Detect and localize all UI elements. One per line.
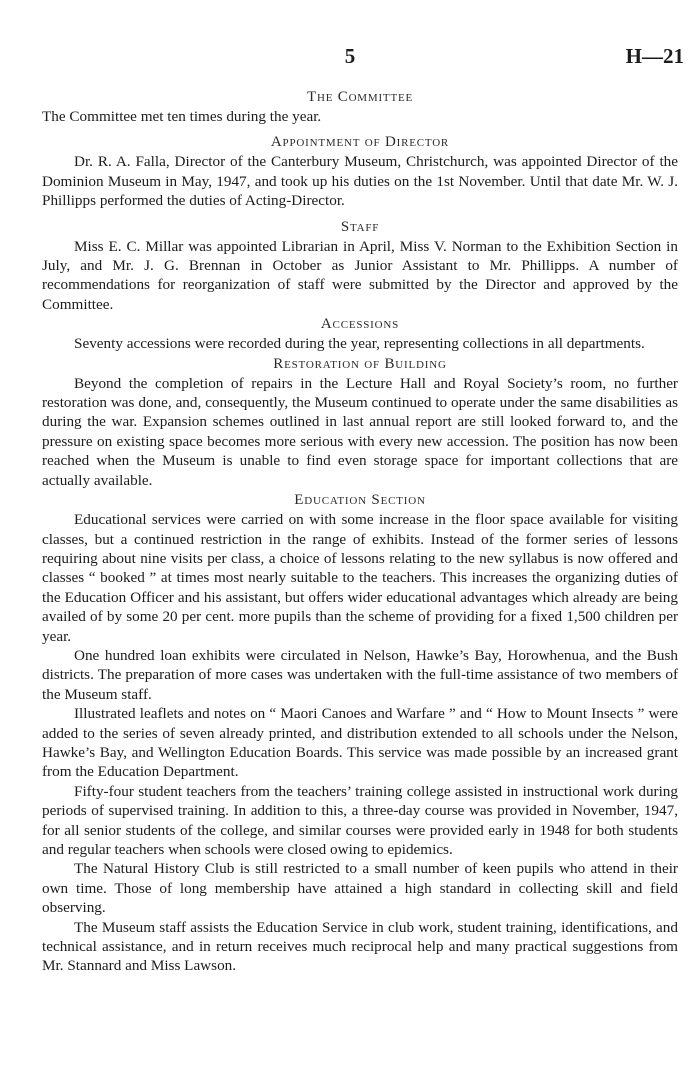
section-restoration-of-building bbox=[42, 354, 678, 490]
section-heading: Education Section bbox=[294, 492, 426, 509]
page-header bbox=[0, 36, 700, 66]
paragraph: Illustrated leaflets and notes on “ Maori Canoes and Warfare ” and “ How to Mount Insects ” were added to the series of seven already printed, and distribution extended to all schools under the Nelson, Hawke’s Bay, and Wellington Education Boards. This service was made possible by an increased grant from the Education Department. bbox=[42, 705, 678, 781]
section-heading: Staff bbox=[340, 218, 380, 235]
paragraph: The Natural History Club is still restricted to a small number of keen pupils who attend in their own time. Those of long membership have attained a high standard in collecting skill and field observing. bbox=[42, 860, 678, 917]
paragraph: Fifty-four student teachers from the teachers’ training college assisted in instructional work during periods of supervised training. In addition to this, a three-day course was provided in November, 1947, for all senior students of the college, and similar courses were provided early in 1948 for both students and regular teachers when schools were closed owing to epidemics. bbox=[42, 782, 678, 858]
paragraph: Educational services were carried on with some increase in the floor space available for visiting classes, but a continued restriction in the range of exhibits. Instead of the former series of lessons requiring about nine visits per class, a choice of lessons relating to the new syllabus is now offered and classes “ booked ” at times most nearly suitable to the teachers. This increases the organizing duties of the Education Officer and his assistant, but offers wider educational advantages which already are being availed of by some 20 per cent. more pupils than the scheme of providing for a fixed 1,500 children per year. bbox=[42, 511, 678, 645]
section-education bbox=[42, 490, 678, 976]
section-committee bbox=[42, 87, 678, 126]
paragraph: Miss E. C. Millar was appointed Librarian in April, Miss V. Norman to the Exhibition Section in July, and Mr. J. G. Brennan in October as Junior Assistant to Mr. Phillipps. A number of recommendations for reorganization of staff were submitted by the Director and approved by the Committee. bbox=[42, 237, 678, 313]
page-number: 5 bbox=[344, 44, 356, 68]
paragraph: The Committee met ten times during the year. bbox=[42, 108, 322, 125]
section-accessions bbox=[42, 314, 678, 353]
document-code: H—21 bbox=[625, 44, 684, 68]
section-heading: The Committee bbox=[306, 89, 414, 105]
document-body bbox=[42, 87, 678, 976]
paragraph: Beyond the completion of repairs in the Lecture Hall and Royal Society’s room, no further restoration was done, and, consequently, the Museum continued to operate under the same disabilities as during the war. Expansion schemes outlined in last annual report are still looked forward to, and the pressure on existing space becomes more serious with every new accession. The position has now been reached when the Museum is unable to find even storage space for important collections that are actually available. bbox=[42, 374, 678, 489]
paragraph: One hundred loan exhibits were circulated in Nelson, Hawke’s Bay, Horowhenua, and the Bush districts. The preparation of more cases was undertaken with the full-time assistance of two members of the Museum staff. bbox=[42, 646, 678, 703]
section-appointment-of-director bbox=[42, 132, 678, 210]
section-staff bbox=[42, 217, 678, 315]
section-heading: Accessions bbox=[320, 316, 400, 333]
paragraph: Dr. R. A. Falla, Director of the Canterbury Museum, Christchurch, was appointed Director of the Dominion Museum in May, 1947, and took up his duties on the 1st November. Until that date Mr. W. J. Phillipps performed the duties of Acting-Director. bbox=[42, 153, 678, 210]
paragraph: Seventy accessions were recorded during the year, representing collections in all departments. bbox=[74, 335, 645, 353]
section-heading: Restoration of Building bbox=[273, 355, 447, 372]
paragraph: The Museum staff assists the Education Service in club work, student training, identifications, and technical assistance, and in return receives much reciprocal help and many practical suggestions from Mr. Stannard and Miss Lawson. bbox=[42, 918, 678, 975]
section-heading: Appointment of Director bbox=[270, 134, 450, 151]
